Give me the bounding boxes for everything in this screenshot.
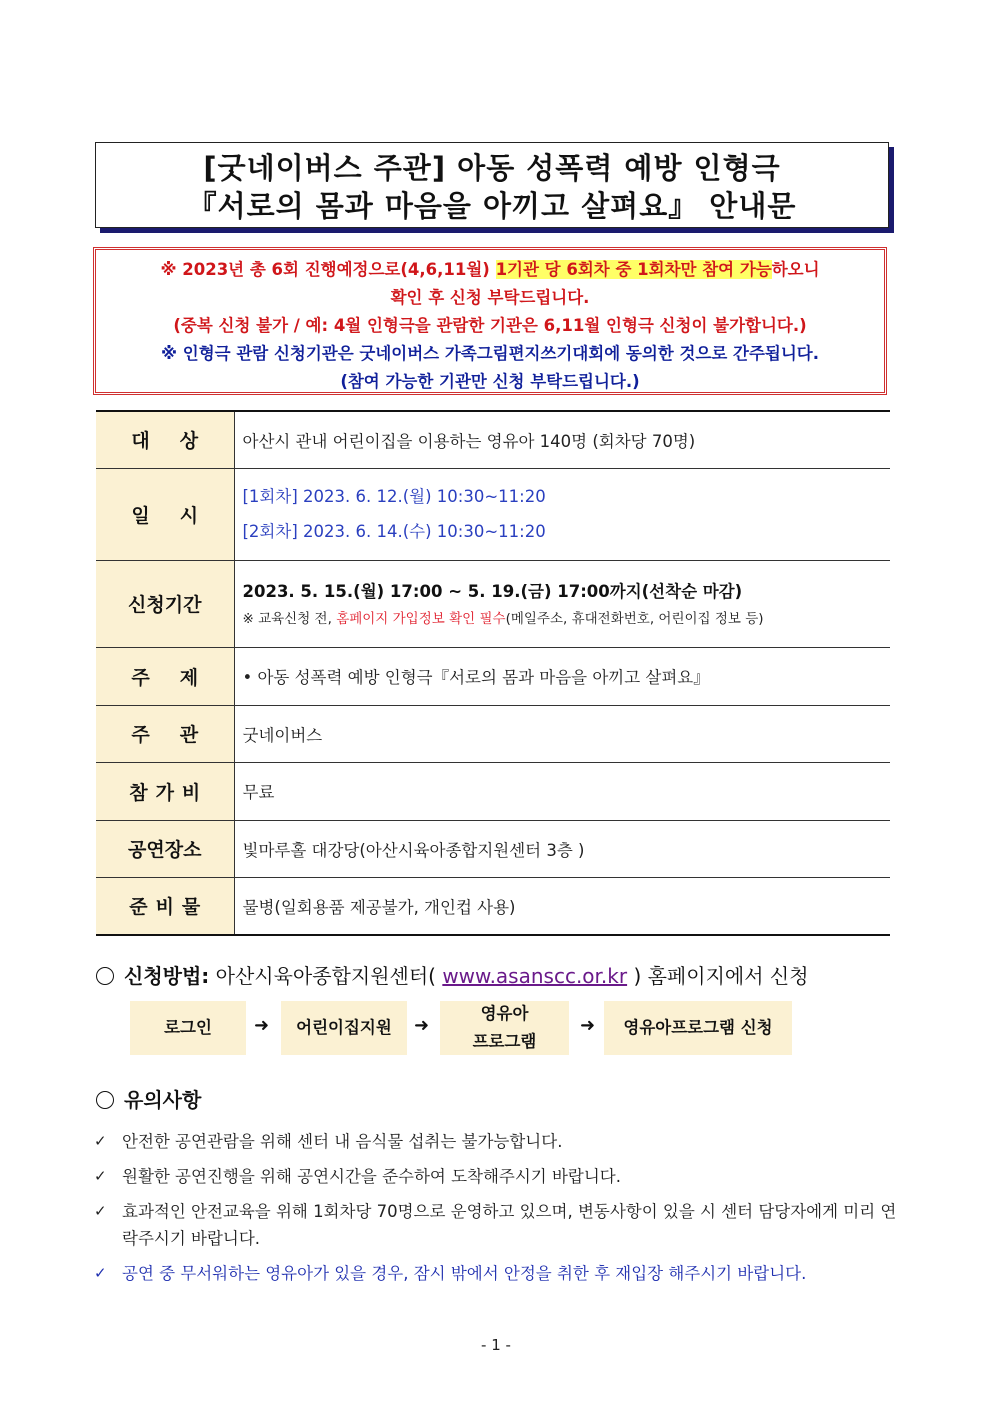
title-line-2: 『서로의 몸과 마음을 아끼고 살펴요』 안내문: [187, 189, 797, 223]
title-line-1: [굿네이버스 주관] 아동 성폭력 예방 인형극: [203, 151, 781, 185]
check-icon: ✓: [94, 1202, 107, 1220]
flow-step-3-line-2: 프로그램: [472, 1032, 537, 1051]
website-link[interactable]: www.asanscc.or.kr: [442, 964, 628, 988]
host-value: 굿네이버스: [234, 705, 890, 762]
apply-method-text-end: ) 홈페이지에서 신청: [627, 964, 809, 988]
flow-step-3-line-1: 영유아: [480, 1004, 529, 1023]
check-icon: ✓: [94, 1132, 107, 1150]
fee-value: 무료: [234, 762, 890, 820]
list-item: ✓ 공연 중 무서워하는 영유아가 있을 경우, 잠시 밖에서 안정을 취한 후 재입장 해주시기 바랍니다.: [94, 1260, 900, 1287]
apply-note-start: ※ 교육신청 전,: [242, 610, 337, 627]
flow-step-infant-program: [440, 1001, 569, 1055]
notes-list: [94, 1128, 900, 1295]
apply-method-heading: [96, 960, 809, 989]
application-flow: [130, 1001, 810, 1055]
arrow-right-icon: ➜: [254, 1015, 270, 1036]
apply-period: 2023. 5. 15.(월) 17:00 ~ 5. 19.(금) 17:00까지(선착순 마감): [242, 581, 743, 601]
arrow-right-icon: ➜: [580, 1015, 596, 1036]
table-row: [96, 560, 890, 647]
info-table: [96, 410, 890, 936]
notes-heading-label: 유의사항: [124, 1088, 202, 1112]
prep-label: 준비물: [96, 877, 234, 935]
arrow-right-icon: ➜: [414, 1015, 430, 1036]
list-item: ✓ 안전한 공연관람을 위해 센터 내 음식물 섭취는 불가능합니다.: [94, 1128, 900, 1155]
notice-line-3: (중복 신청 불가 / 예: 4월 인형극을 관람한 기관은 6,11월 인형극 신청이 불가합니다.): [173, 316, 807, 335]
venue-label: 공연장소: [96, 820, 234, 877]
date-label: 일시: [96, 468, 234, 560]
notice-line-4: ※ 인형극 관람 신청기관은 굿네이버스 가족그림편지쓰기대회에 동의한 것으로 간주됩니다.: [160, 344, 819, 363]
page-number: - 1 -: [481, 1336, 511, 1354]
apply-note: [243, 607, 891, 631]
flow-step-daycare-support: 어린이집지원: [281, 1001, 407, 1055]
notice-line-1-end: 하오니: [771, 260, 820, 279]
apply-value: [234, 560, 890, 647]
table-row: [96, 877, 890, 935]
theme-value: • 아동 성폭력 예방 인형극『서로의 몸과 마음을 아끼고 살펴요』: [234, 647, 890, 705]
target-value: 아산시 관내 어린이집을 이용하는 영유아 140명 (회차당 70명): [234, 411, 890, 468]
circle-bullet-icon: [96, 967, 114, 985]
fee-label: 참가비: [96, 762, 234, 820]
title-box: [95, 142, 889, 228]
table-row: [96, 705, 890, 762]
table-row: [96, 468, 890, 560]
prep-value: 물병(일회용품 제공불가, 개인컵 사용): [234, 877, 890, 935]
apply-note-end: (메일주소, 휴대전화번호, 어린이집 정보 등): [505, 610, 764, 627]
notice-box: [93, 247, 887, 395]
theme-label: 주제: [96, 647, 234, 705]
flow-step-program-apply: 영유아프로그램 신청: [604, 1001, 792, 1055]
date-session-2: [2회차] 2023. 6. 14.(수) 10:30~11:20: [242, 522, 546, 541]
table-row: [96, 762, 890, 820]
target-label: 대상: [96, 411, 234, 468]
notice-line-1: [96, 256, 884, 284]
date-session-1: [1회차] 2023. 6. 12.(월) 10:30~11:20: [242, 487, 546, 506]
table-row: [96, 647, 890, 705]
circle-bullet-icon: [96, 1091, 114, 1109]
apply-method-text-start: 아산시육아종합지원센터(: [209, 964, 443, 988]
apply-label: 신청기간: [96, 560, 234, 647]
flow-step-login: 로그인: [130, 1001, 246, 1055]
check-icon: ✓: [94, 1264, 107, 1282]
notice-line-1-start: ※ 2023년 총 6회 진행예정으로(4,6,11월): [160, 260, 496, 279]
list-item: ✓ 원활한 공연진행을 위해 공연시간을 준수하여 도착해주시기 바랍니다.: [94, 1163, 900, 1190]
apply-note-highlight: 홈페이지 가입정보 확인 필수: [336, 610, 506, 627]
apply-method-label: 신청방법:: [124, 964, 210, 988]
check-icon: ✓: [94, 1167, 107, 1185]
notice-line-5: (참여 가능한 기관만 신청 부탁드립니다.): [340, 372, 640, 391]
table-row: [96, 820, 890, 877]
list-item: ✓ 효과적인 안전교육을 위해 1회차당 70명으로 운영하고 있으며, 변동사항이 있을 시 센터 담당자에게 미리 연락주시기 바랍니다.: [94, 1198, 900, 1252]
notice-highlight: 1기관 당 6회차 중 1회차만 참여 가능: [495, 260, 772, 279]
notice-line-2: 확인 후 신청 부탁드립니다.: [390, 288, 590, 307]
table-row: [96, 411, 890, 468]
host-label: 주관: [96, 705, 234, 762]
venue-value: 빛마루홀 대강당(아산시육아종합지원센터 3층 ): [234, 820, 890, 877]
date-value: [234, 468, 890, 560]
notes-heading: [96, 1084, 201, 1113]
